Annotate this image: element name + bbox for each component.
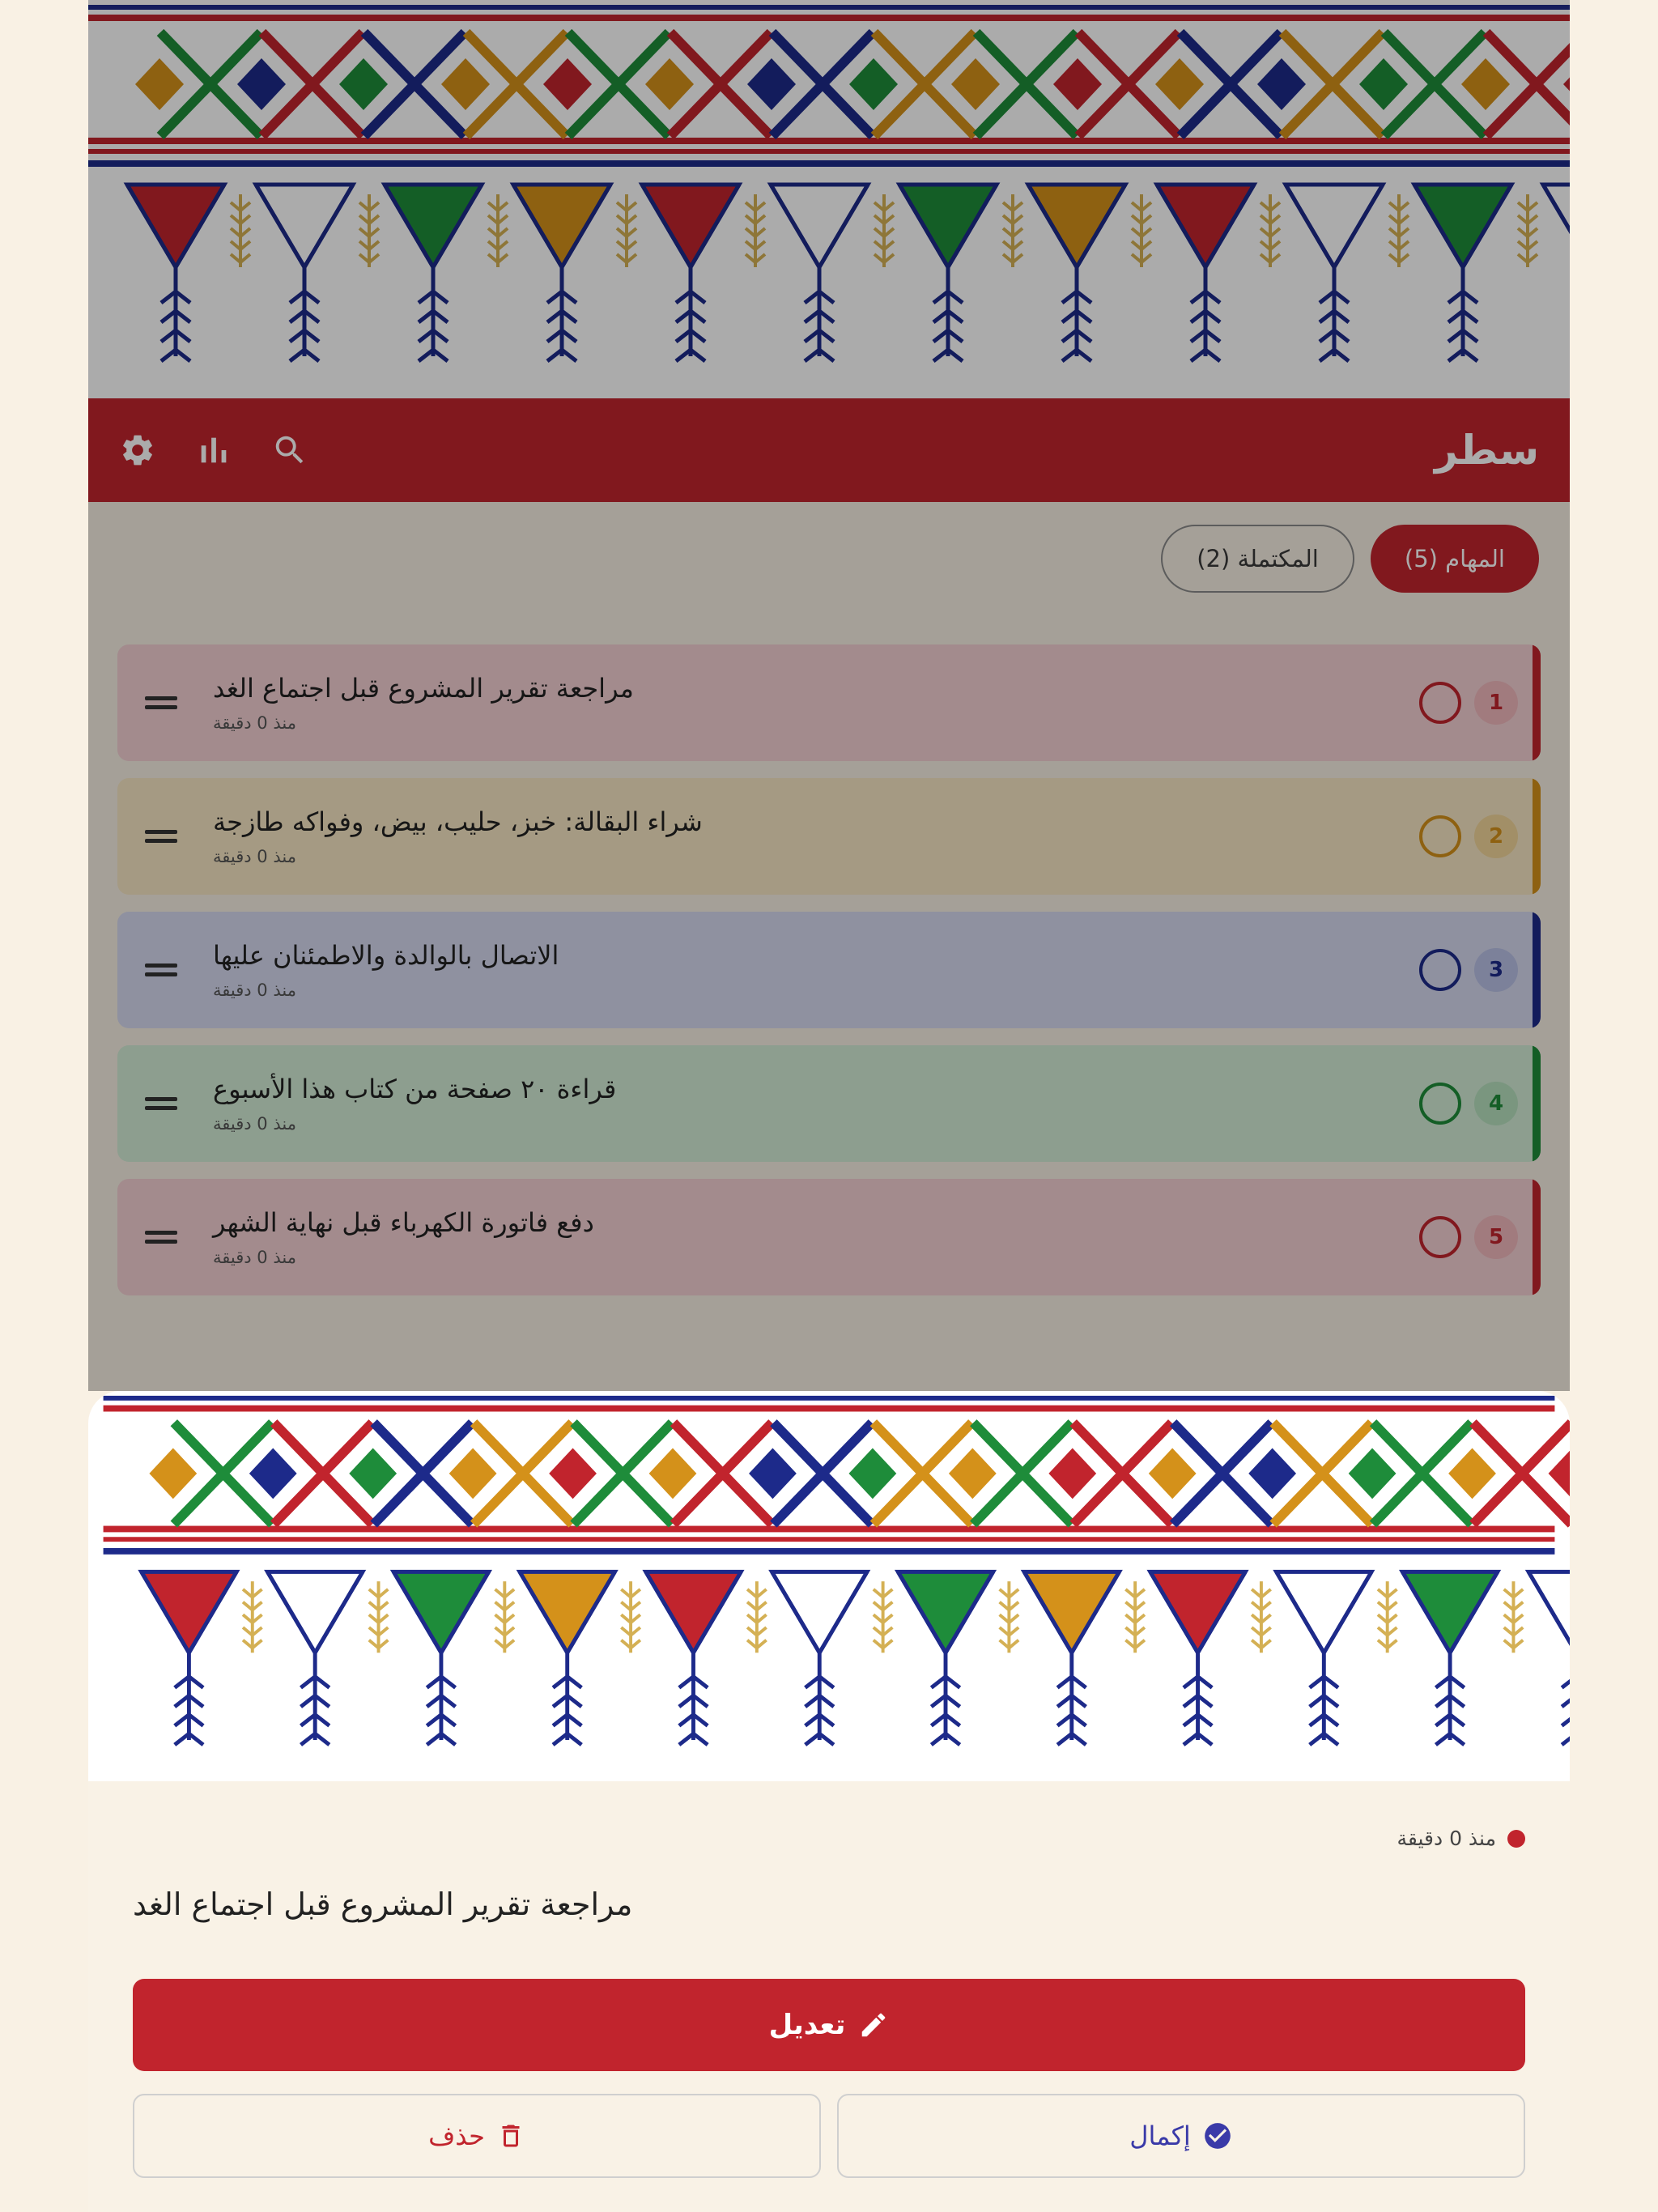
pattern-wheat: [1003, 194, 1022, 267]
check-circle-icon: [1202, 2121, 1233, 2151]
task-title: دفع فاتورة الكهرباء قبل نهاية الشهر: [213, 1207, 594, 1238]
task-number-badge: 5: [1474, 1215, 1518, 1259]
task-texts: [117, 1074, 1419, 1134]
task-card[interactable]: [117, 912, 1541, 1028]
sheet-task-title-text: مراجعة تقرير المشروع قبل اجتماع الغد: [133, 1887, 633, 1922]
pattern-wheat: [1132, 194, 1151, 267]
complete-button[interactable]: [837, 2094, 1525, 2178]
priority-stripe: [1533, 778, 1541, 895]
edit-button[interactable]: [133, 1979, 1525, 2071]
edit-label: تعديل: [768, 2009, 846, 2041]
pattern-wheat: [1252, 1581, 1271, 1653]
task-texts: [117, 673, 1419, 733]
task-title: قراءة ٢٠ صفحة من كتاب هذا الأسبوع: [213, 1074, 617, 1104]
drag-handle-icon[interactable]: [145, 1092, 177, 1115]
settings-icon[interactable]: [119, 432, 156, 469]
pattern-wheat: [747, 1581, 767, 1653]
task-title: شراء البقالة: خبز، حليب، بيض، وفواكه طازجة: [213, 806, 703, 837]
pattern-wheat: [359, 194, 379, 267]
priority-stripe: [1533, 1179, 1541, 1295]
complete-label: إكمال: [1129, 2121, 1191, 2151]
drag-handle-icon[interactable]: [145, 825, 177, 848]
priority-stripe: [1533, 644, 1541, 761]
task-number-badge: 2: [1474, 815, 1518, 858]
sadu-pattern-banner-sheet: [88, 1391, 1570, 1781]
priority-dot: [1507, 1830, 1525, 1848]
pattern-wheat: [874, 194, 894, 267]
task-title: الاتصال بالوالدة والاطمئنان عليها: [213, 940, 559, 971]
tab-tasks[interactable]: المهام (5): [1371, 525, 1539, 593]
task-time: منذ 0 دقيقة: [213, 981, 296, 1000]
task-time: منذ 0 دقيقة: [213, 1248, 296, 1267]
complete-checkbox[interactable]: [1419, 815, 1461, 857]
app-frame: [88, 0, 1570, 2212]
complete-checkbox[interactable]: [1419, 682, 1461, 724]
priority-stripe: [1533, 912, 1541, 1028]
complete-checkbox[interactable]: [1419, 1216, 1461, 1258]
drag-handle-icon[interactable]: [145, 959, 177, 981]
pattern-wheat: [1000, 1581, 1019, 1653]
main-screen: [88, 0, 1570, 1391]
task-number-badge: 1: [1474, 681, 1518, 725]
priority-stripe: [1533, 1045, 1541, 1162]
search-icon[interactable]: [271, 432, 308, 469]
pattern-wheat: [746, 194, 765, 267]
task-title: مراجعة تقرير المشروع قبل اجتماع الغد: [213, 673, 634, 704]
pencil-icon: [858, 2010, 889, 2040]
task-detail-sheet: [88, 1391, 1570, 2212]
pattern-wheat: [1261, 194, 1280, 267]
pattern-wheat: [1389, 194, 1409, 267]
delete-button[interactable]: [133, 2094, 821, 2178]
sheet-task-title: [133, 1887, 1525, 1922]
task-time: منذ 0 دقيقة: [213, 713, 296, 733]
task-texts: [117, 1207, 1419, 1267]
task-texts: [117, 940, 1419, 1000]
complete-checkbox[interactable]: [1419, 1083, 1461, 1125]
complete-checkbox[interactable]: [1419, 949, 1461, 991]
task-tabs: [1161, 525, 1539, 593]
task-number-badge: 4: [1474, 1082, 1518, 1125]
trash-icon: [496, 2121, 525, 2150]
pattern-wheat: [1518, 194, 1537, 267]
task-number-badge: 3: [1474, 948, 1518, 992]
pattern-wheat: [369, 1581, 389, 1653]
sadu-pattern-banner: [88, 0, 1570, 398]
app-bar: [88, 398, 1570, 502]
pattern-wheat: [488, 194, 508, 267]
task-card[interactable]: [117, 778, 1541, 895]
drag-handle-icon[interactable]: [145, 691, 177, 714]
pattern-wheat: [874, 1581, 893, 1653]
pattern-wheat: [1378, 1581, 1397, 1653]
task-list: [117, 644, 1541, 1312]
stats-icon[interactable]: [195, 432, 232, 469]
pattern-wheat: [617, 194, 636, 267]
sheet-time: منذ 0 دقيقة: [1397, 1827, 1496, 1850]
pattern-wheat: [231, 194, 250, 267]
pattern-wheat: [243, 1581, 262, 1653]
task-time: منذ 0 دقيقة: [213, 847, 296, 866]
pattern-wheat: [495, 1581, 515, 1653]
task-time: منذ 0 دقيقة: [213, 1114, 296, 1134]
app-title: سطر: [1435, 427, 1539, 474]
drag-handle-icon[interactable]: [145, 1226, 177, 1249]
delete-label: حذف: [428, 2121, 485, 2151]
sheet-meta: [1397, 1827, 1525, 1850]
task-texts: [117, 806, 1419, 866]
task-card[interactable]: [117, 644, 1541, 761]
task-card[interactable]: [117, 1179, 1541, 1295]
pattern-wheat: [1125, 1581, 1145, 1653]
pattern-wheat: [1504, 1581, 1524, 1653]
task-card[interactable]: [117, 1045, 1541, 1162]
tab-completed[interactable]: المكتملة (2): [1161, 525, 1354, 593]
pattern-wheat: [621, 1581, 640, 1653]
